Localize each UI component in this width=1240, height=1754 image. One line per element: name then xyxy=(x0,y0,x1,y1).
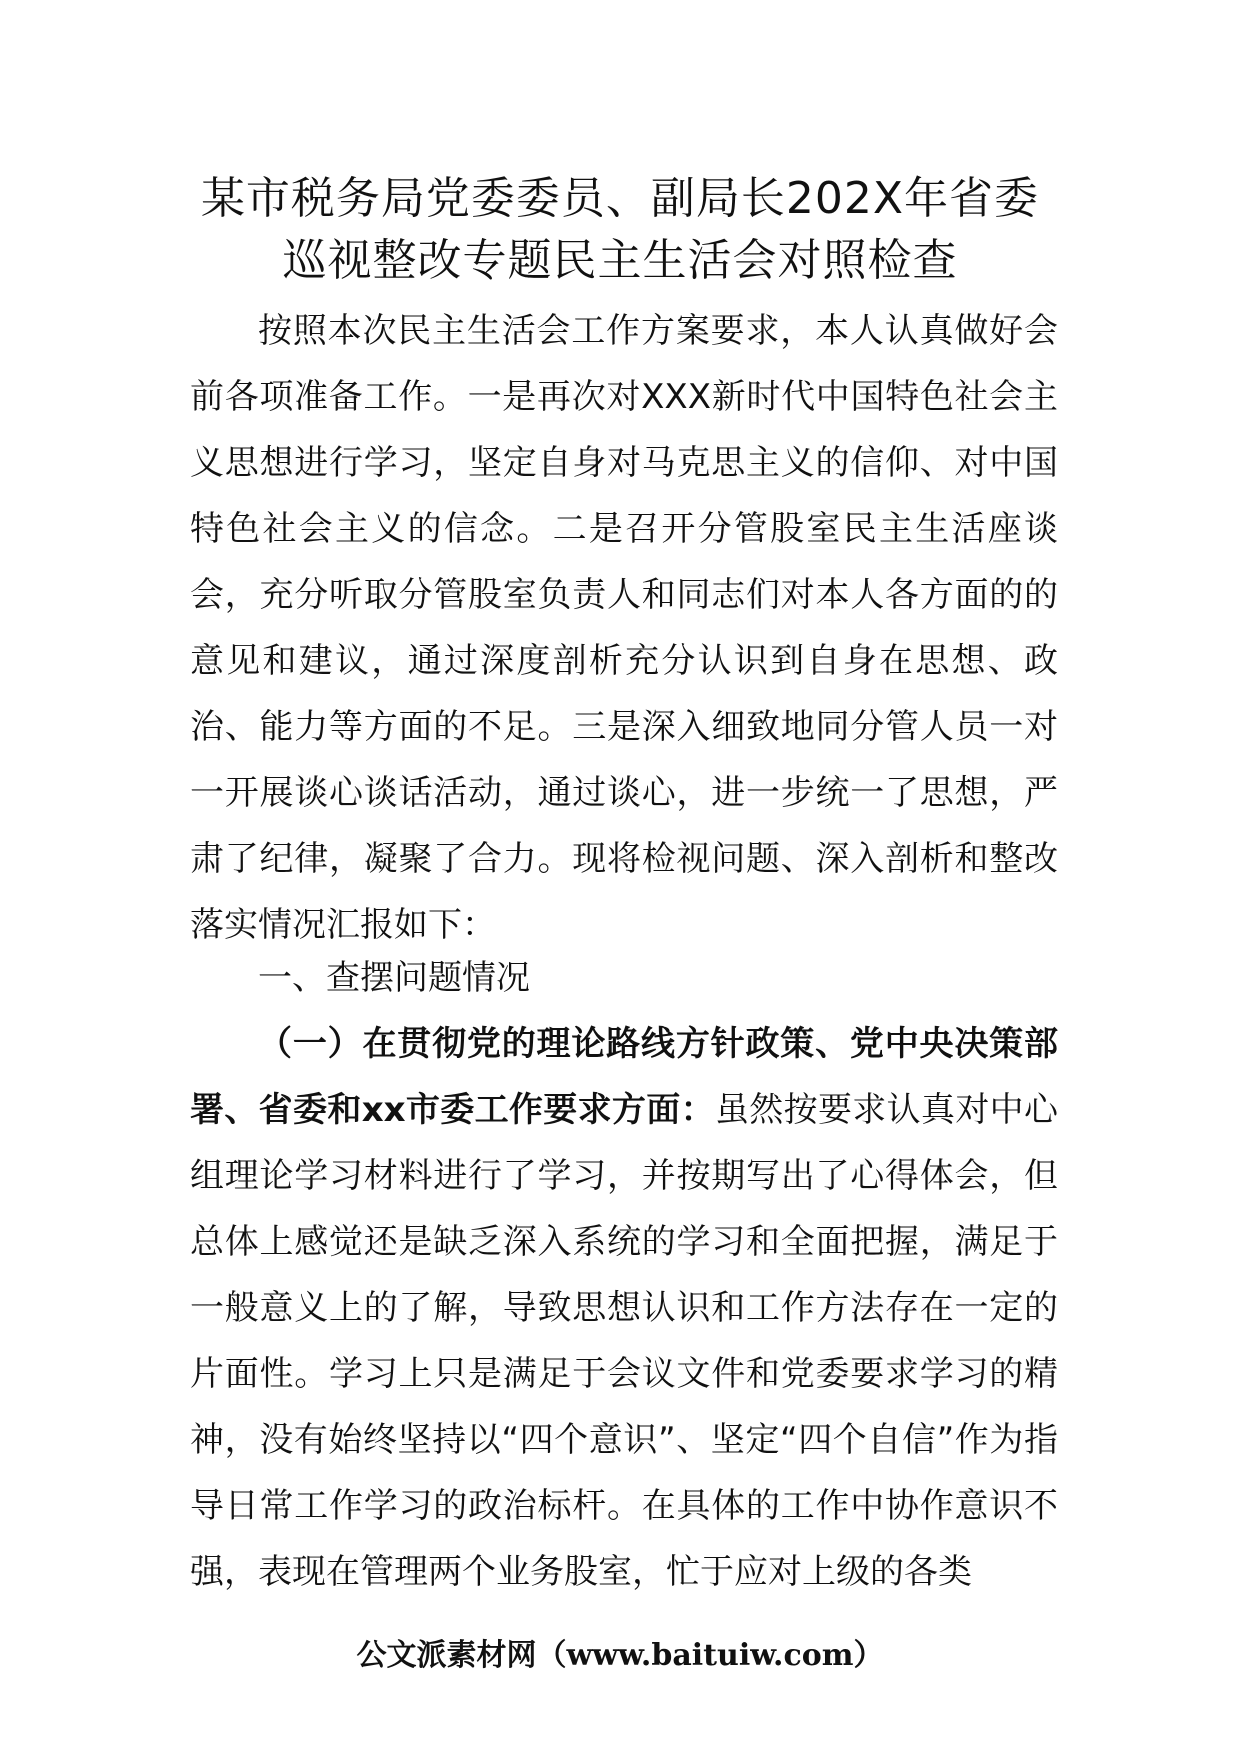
footer-watermark: 公文派素材网（www.baituiw.com） xyxy=(356,1638,884,1673)
section-heading: 一、查摆问题情况 xyxy=(258,958,530,998)
title-line-2: 巡视整改专题民主生活会对照检查 xyxy=(282,235,958,286)
subsection-paragraph xyxy=(190,1011,1058,1605)
document-title xyxy=(160,168,1080,292)
subsection-text: 虽然按要求认真对中心组理论学习材料进行了学习，并按期写出了心得体会，但总体上感觉还是缺乏深入系统的学习和全面把握，满足于一般意义上的了解，导致思想认识和工作方法存在一定的片面性。学习上只是满足于会议文件和党委要求学习的精神，没有始终坚持以“四个意识”、坚定“四个自信”作为指导日常工作学习的政治标杆。在具体的工作中协作意识不强，表现在管理两个业务股室，忙于应对上级的各类 xyxy=(190,1090,1058,1592)
intro-paragraph: 按照本次民主生活会工作方案要求，本人认真做好会前各项准备工作。一是再次对XXX新时代中国特色社会主义思想进行学习，坚定自身对马克思主义的信仰、对中国特色社会主义的信念。二是召开分管股室民主生活座谈会，充分听取分管股室负责人和同志们对本人各方面的的意见和建议，通过深度剖析充分认识到自身在思想、政治、能力等方面的不足。三是深入细致地同分管人员一对一开展谈心谈话活动，通过谈心，进一步统一了思想，严肃了纪律，凝聚了合力。现将检视问题、深入剖析和整改落实情况汇报如下： xyxy=(190,311,1058,945)
subsection-heading: （一）在贯彻党的理论路线方针政策、党中央决策部署、省委和xx市委工作要求方面： xyxy=(190,1024,1058,1130)
title-line-1: 某市税务局党委委员、副局长202X年省委 xyxy=(200,173,1040,224)
